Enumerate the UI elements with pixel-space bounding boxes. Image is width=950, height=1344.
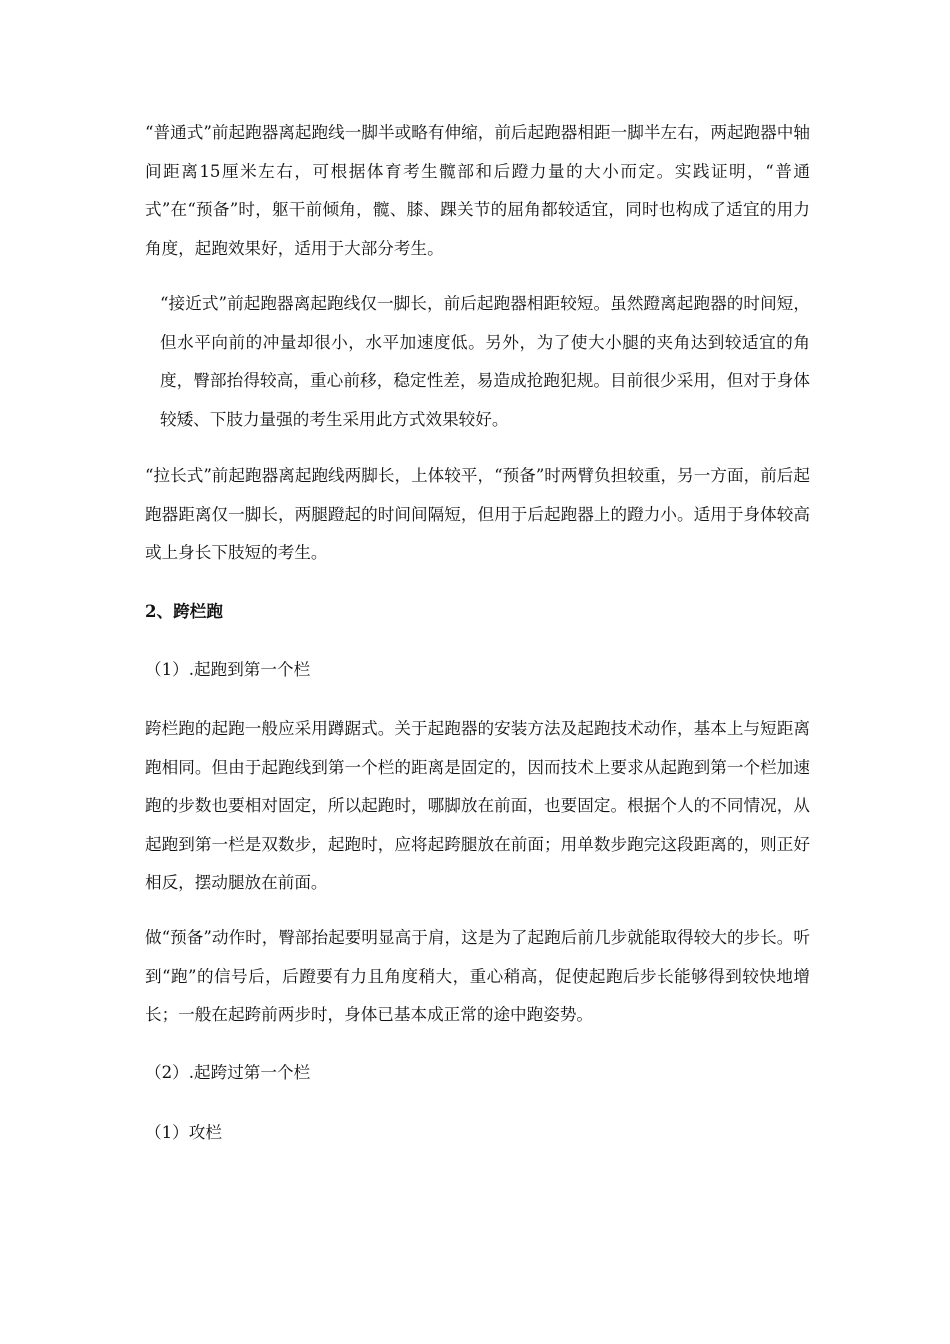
subheading-attack-hurdle: （1）攻栏 — [145, 1123, 222, 1142]
paragraph-ready-position: 做“预备”动作时，臀部抬起要明显高于肩，这是为了起跑后前几步就能取得较大的步长。听到“跑”的信号后，后蹬要有力且角度稍大，重心稍高，促使起跑后步长能够得到较快地增长；一般在起跨前两步时，身体已基本成正常的途中跑姿势。 — [145, 928, 810, 1025]
paragraph-extended-start: “拉长式”前起跑器离起跑线两脚长，上体较平，“预备”时两臂负担较重，另一方面，前后起跑器距离仅一脚长，两腿蹬起的时间间隔短，但用于后起跑器上的蹬力小。适用于身体较高或上身长下肢短的考生。 — [145, 466, 810, 563]
paragraph-hurdle-start: 跨栏跑的起跑一般应采用蹲踞式。关于起跑器的安装方法及起跑技术动作，基本上与短距离跑相同。但由于起跑线到第一个栏的距离是固定的，因而技术上要求从起跑到第一个栏加速跑的步数也要相对固定，所以起跑时，哪脚放在前面，也要固定。根据个人的不同情况，从起跑到第一栏是双数步，起跑时，应将起跨腿放在前面；用单数步跑完这段距离的，则正好相反，摆动腿放在前面。 — [145, 719, 810, 893]
section-heading-hurdles: 2、跨栏跑 — [145, 601, 223, 621]
paragraph-standard-start: “普通式”前起跑器离起跑线一脚半或略有伸缩，前后起跑器相距一脚半左右，两起跑器中轴间距离15厘米左右，可根据体育考生髋部和后蹬力量的大小而定。实践证明，“普通式”在“预备”时，躯干前倾角，髋、膝、踝关节的屈角都较适宜，同时也构成了适宜的用力角度，起跑效果好，适用于大部分考生。 — [145, 123, 810, 258]
subheading-clear-first-hurdle: （2）.起跨过第一个栏 — [145, 1063, 311, 1082]
paragraph-close-start: “接近式”前起跑器离起跑线仅一脚长，前后起跑器相距较短。虽然蹬离起跑器的时间短，但水平向前的冲量却很小，水平加速度低。另外，为了使大小腿的夹角达到较适宜的角度，臀部抬得较高，重心前移，稳定性差，易造成抢跑犯规。目前很少采用，但对于身体较矮、下肢力量强的考生采用此方式效果较好。 — [160, 294, 810, 429]
subheading-start-to-first-hurdle: （1）.起跑到第一个栏 — [145, 660, 311, 679]
